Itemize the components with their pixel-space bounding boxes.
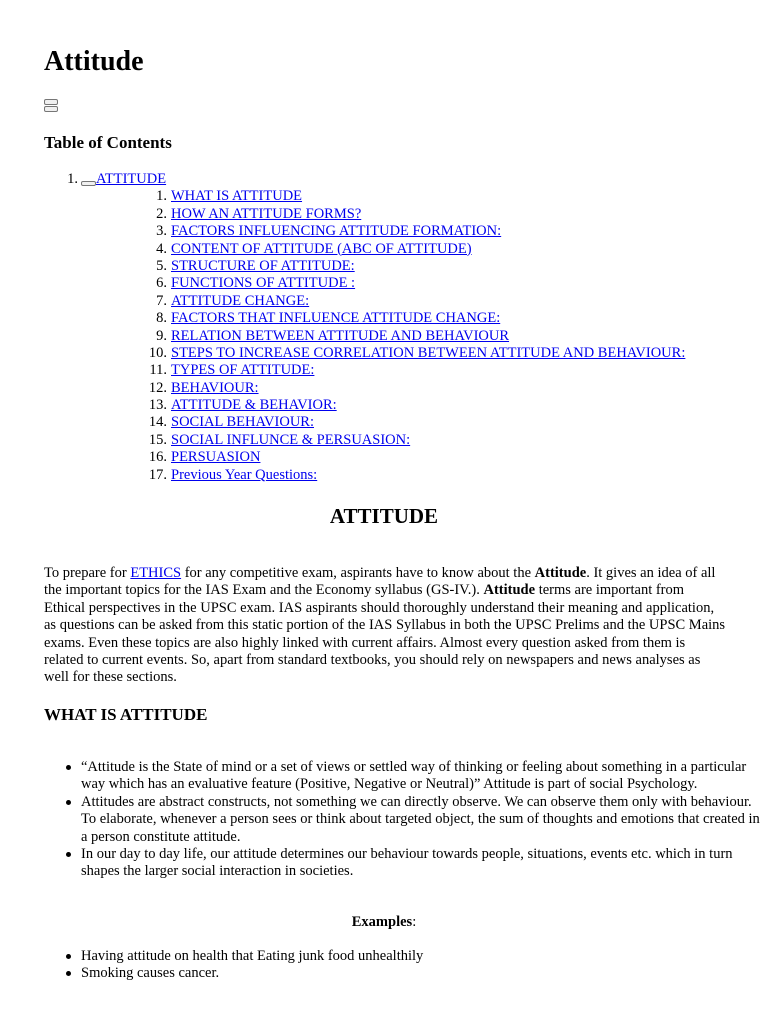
toc-number: 5. [156,257,167,274]
toc-subitem [96,362,685,379]
toc-subitem [96,432,685,449]
toc-subitem [96,206,685,223]
toc-number: 11. [149,362,167,379]
toc-link-attitude[interactable]: ATTITUDE [96,171,167,187]
toc-link[interactable]: FACTORS THAT INFLUENCE ATTITUDE CHANGE: [171,310,501,327]
toc-subitem [96,380,685,397]
toc-toggle-button[interactable] [44,99,58,112]
toc-subitem [96,467,685,484]
section-title: ATTITUDE [329,504,439,528]
toc-number: 15. [148,431,167,448]
toc-link[interactable]: STRUCTURE OF ATTITUDE: [171,257,355,274]
toc-subitem [96,293,685,310]
intro-text: To prepare for [44,565,131,581]
toc-item-attitude [44,171,685,484]
list-item: Attitudes are abstract constructs, not something we can directly observe. We can observe them only with behaviour. To elaborate, whenever a person sees or think about targeted object, the sum of thoughts and emotions that created in a person constitute attitude. [81,794,765,846]
toc-heading: Table of Contents [44,133,172,152]
toc-link[interactable]: Previous Year Questions: [171,466,318,483]
toc-subitem [96,449,685,466]
toc-number: 13. [148,397,167,414]
table-of-contents [44,171,685,484]
toc-link[interactable]: SOCIAL INFLUNCE & PERSUASION: [171,431,411,448]
definition-list [44,759,765,881]
toc-link[interactable]: WHAT IS ATTITUDE [171,188,303,205]
toc-link[interactable]: STEPS TO INCREASE CORRELATION BETWEEN ATTITUDE AND BEHAVIOUR: [171,344,686,361]
examples-list [44,948,765,983]
toc-link[interactable]: TYPES OF ATTITUDE: [171,362,315,379]
toc-number: 17. [148,466,167,483]
toc-number: 12. [148,379,167,396]
list-item: Smoking causes cancer. [81,965,765,982]
toc-subitem [96,258,685,275]
toc-link[interactable]: BEHAVIOUR: [171,379,259,396]
intro-bold-term: Attitude [534,565,587,581]
toc-number: 7. [156,292,167,309]
toc-subitem [96,328,685,345]
toc-link[interactable]: PERSUASION [171,449,261,466]
intro-text: for any competitive exam, aspirants have to know about the [181,565,535,581]
toc-number: 3. [156,223,167,240]
toggle-bar-icon [44,99,58,105]
toc-link[interactable]: RELATION BETWEEN ATTITUDE AND BEHAVIOUR [171,327,510,344]
toc-number: 10. [148,344,167,361]
examples-heading [44,914,724,931]
toc-subitem [96,241,685,258]
toc-link[interactable]: FUNCTIONS OF ATTITUDE : [171,275,356,292]
ethics-link[interactable]: ETHICS [130,565,182,581]
list-item: Having attitude on health that Eating junk food unhealthily [81,948,765,965]
toc-number: 2. [156,205,167,222]
toc-subitem [96,414,685,431]
toc-number: 16. [148,449,167,466]
intro-paragraph [44,565,728,687]
toc-number: 8. [156,310,167,327]
toc-number: 6. [156,275,167,292]
intro-bold-term: Attitude [483,582,536,599]
toc-subitem [96,188,685,205]
toc-number: 14. [148,414,167,431]
toc-subitem [96,310,685,327]
toc-link[interactable]: CONTENT OF ATTITUDE (ABC OF ATTITUDE) [171,240,472,257]
toc-link[interactable]: ATTITUDE CHANGE: [171,292,310,309]
toc-link[interactable]: ATTITUDE & BEHAVIOR: [171,397,337,414]
intro-text: terms are important from Ethical perspectives in the UPSC exam. IAS aspirants should thoroughly understand their meaning and application, as questions can be asked from this static portion of the IAS Syllabus in both the UPSC Prelims and the UPSC Mains exams. Even these topics are also highly linked with current affairs. Almost every question asked from them is related to current events. So, apart from standard textbooks, you should rely on newspapers and news analyses as well for these sections. [44,582,726,686]
toc-subitem [96,345,685,362]
list-item: “Attitude is the State of mind or a set of views or settled way of thinking or feeling about something in a particular way which has an evaluative feature (Positive, Negative or Neutral)” Attitude is part of social Psychology. [81,759,765,794]
toc-subitem [96,397,685,414]
page-title: Attitude [44,46,144,77]
toc-number: 1. [67,171,78,187]
list-item: In our day to day life, our attitude determines our behaviour towards people, situations, events etc. which in turn shapes the larger social interaction in societies. [81,846,765,881]
what-is-attitude-heading: WHAT IS ATTITUDE [44,705,208,724]
toc-number: 1. [156,188,167,205]
toggle-bar-icon [44,106,58,112]
examples-label: Examples [351,914,413,930]
toc-link[interactable]: FACTORS INFLUENCING ATTITUDE FORMATION: [171,223,502,240]
toc-sublist [96,188,685,484]
toc-link[interactable]: SOCIAL BEHAVIOUR: [171,414,314,431]
toc-subitem [96,275,685,292]
intro-text: . It gives an idea of all the important topics for the IAS Exam and the Economy syllabus (GS-IV.). [44,565,716,599]
toc-toggle-icon[interactable] [81,171,96,188]
toc-link[interactable]: HOW AN ATTITUDE FORMS? [171,205,362,222]
toc-subitem [96,223,685,240]
toc-number: 9. [156,327,167,344]
toc-number: 4. [156,240,167,257]
examples-suffix: : [412,914,417,930]
